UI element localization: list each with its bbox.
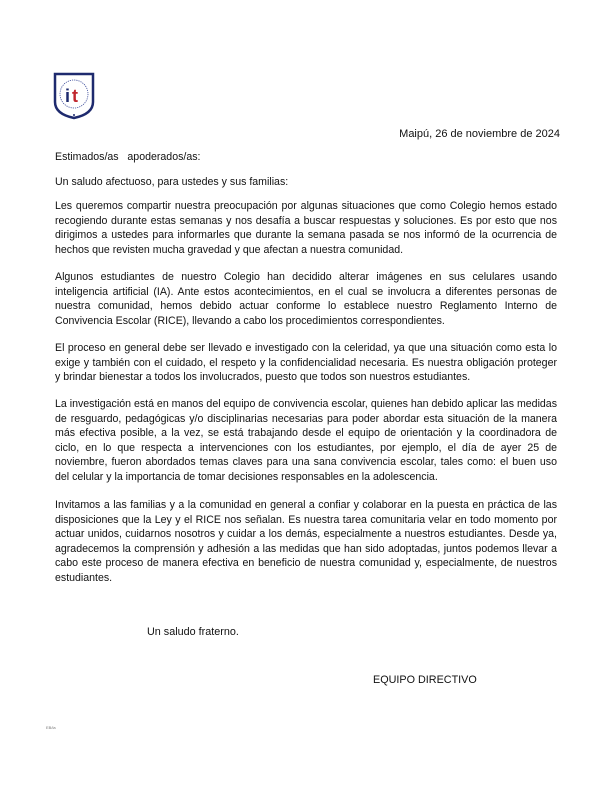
paragraph-incident: Algunos estudiantes de nuestro Colegio han decidido alterar imágenes en sus celulares usando inteligencia artificial (IA). Ante estos acontecimientos, en el cual se involucra a diferentes personas de nuestra comunidad, hemos debido actuar conforme lo establece nuestro Reglamento Interno de Convivencia Escolar (RICE), llevando a cabo los procedimientos correspondientes.	[55, 271, 557, 327]
paragraph-investigation: La investigación está en manos del equipo de convivencia escolar, quienes han debido aplicar las medidas de resguardo, pedagógicas y/o disciplinarias necesarias para poder abordar esta situación de la manera más efectiva posible, a la vez, se está trabajando desde el equipo de orientación y la coordinadora de ciclo, en lo que respecta a intervenciones con los estudiantes, por ejemplo, el día de ayer 25 de noviembre, fueron abordados temas claves para una sana convivencia escolar, tales como: el buen uso del celular y la importancia de tomar decisiones responsables en la adolescencia.	[55, 398, 557, 483]
paragraph-concern: Les queremos compartir nuestra preocupación por algunas situaciones que como Colegio hemos estado recogiendo durante estas semanas y nos desafía a buscar respuestas y soluciones. Es por esto que nos dirigimos a ustedes para informarles que durante la semana pasada se nos informó de la ocurrencia de hechos que revisten mucha gravedad y que afectan a nuestra comunidad.	[55, 200, 557, 256]
closing: Un saludo fraterno.	[147, 626, 239, 638]
svg-text:i: i	[65, 86, 71, 106]
reference-initials: EB/la	[46, 725, 56, 730]
greeting: Un saludo afectuoso, para ustedes y sus familias:	[55, 176, 289, 188]
svg-text:t: t	[72, 86, 78, 106]
paragraph-invitation: Invitamos a las familias y a la comunidad en general a confiar y colaborar en la puesta en práctica de las disposiciones que la Ley y el RICE nos señalan. Es nuestra tarea comunitaria velar en todo momento por actuar unidos, cuidarnos nosotros y cuidar a los demás, especialmente a nuestros estudiantes. Desde ya, agradecemos la comprensión y adhesión a las medidas que han sido adoptadas, juntos podemos llevar a cabo este proceso de manera efectiva en beneficio de nuestra comunidad y, especialmente, de nuestros estudiantes.	[55, 499, 557, 584]
letter-date: Maipú, 26 de noviembre de 2024	[399, 128, 560, 140]
paragraph-process: El proceso en general debe ser llevado e investigado con la celeridad, ya que una situación como esta lo exige y también con el cuidado, el respeto y la confidencialidad necesaria. Es nuestra obligación proteger y brindar bienestar a todos los involucrados, puesto que todos son nuestros estudiantes.	[55, 342, 557, 384]
salutation: Estimados/as apoderados/as:	[55, 151, 201, 163]
school-crest-logo-icon	[53, 72, 95, 120]
signature: EQUIPO DIRECTIVO	[373, 674, 477, 686]
